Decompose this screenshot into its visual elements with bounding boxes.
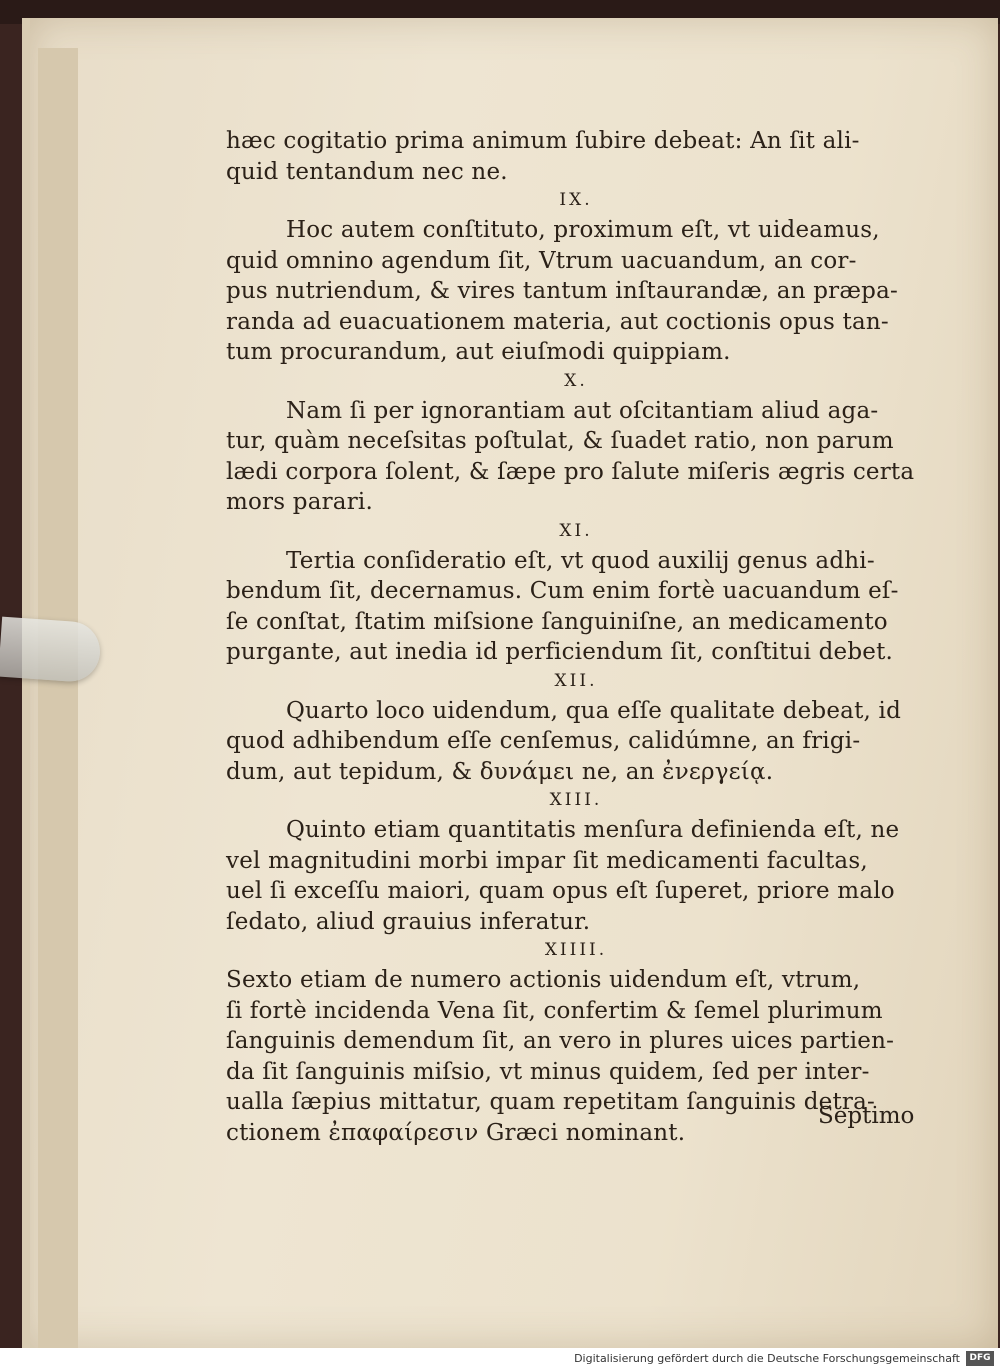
text-line: ſe conſtat, ſtatim miſsione ſanguiniſne, an medicamento (226, 608, 888, 635)
text-line: lædi corpora ſolent, & ſæpe pro ſalute miſeris ægris certa (226, 458, 915, 485)
text-line: vel magnitudini morbi impar ſit medicamenti facultas, (226, 847, 868, 874)
text-line: da ſit ſanguinis miſsio, vt minus quidem, ſed per inter- (226, 1058, 870, 1085)
section-number: XII. (554, 670, 598, 691)
text-line: mors parari. (226, 489, 373, 515)
footer-bar (0, 1348, 1000, 1370)
text-line: quid tentandum nec ne. (226, 158, 508, 185)
bookmark-ribbon (0, 617, 102, 684)
section-number: XIIII. (544, 940, 608, 960)
text-line: bendum ſit, decernamus. Cum enim fortè uacuandum eſ- (226, 578, 899, 604)
text-line: Nam ſi per ignorantiam aut oſcitantiam aliud aga- (286, 397, 879, 424)
section-number: XI. (559, 520, 593, 541)
text-line: ſi fortè incidenda Vena ſit, confertim & ſemel plurimum (226, 997, 883, 1024)
text-line: dum, aut tepidum, & δυνάμει ne, an ἐνεργείᾳ. (226, 758, 774, 785)
text-line: ſanguinis demendum ſit, an vero in plures uices partien- (226, 1028, 895, 1054)
funding-credit: Digitalisierung gefördert durch die Deutsche Forschungsgemeinschaft (574, 1352, 960, 1365)
section-number: X. (564, 370, 588, 391)
text-line: Quarto loco uidendum, qua eſſe qualitate debeat, id (286, 697, 902, 724)
text-line: quod adhibendum eſſe cenſemus, calidúmne, an frigi- (226, 728, 861, 754)
page-edge (38, 48, 78, 1348)
text-line: randa ad euacuationem materia, aut coctionis opus tan- (226, 308, 889, 335)
text-line: purgante, aut inedia id perficiendum ſit, conſtitui debet. (226, 639, 894, 665)
text-line: hæc cogitatio prima animum ſubire debeat: An ſit ali- (226, 128, 860, 154)
page-text (226, 126, 926, 1148)
text-line: quid omnino agendum ſit, Vtrum uacuandum, an cor- (226, 247, 857, 274)
text-line: uel ſi exceſſu maiori, quam opus eſt ſuperet, priore malo (226, 878, 895, 904)
section-number: IX. (559, 190, 593, 210)
dfg-logo-icon: DFG (966, 1351, 994, 1366)
text-line: Tertia conſideratio eſt, vt quod auxilij genus adhi- (286, 547, 875, 574)
text-line: Sexto etiam de numero actionis uidendum eſt, vtrum, (226, 967, 861, 993)
section-number: XIII. (549, 790, 603, 810)
text-line: ſedato, aliud grauius inferatur. (226, 908, 591, 935)
text-line: Hoc autem conſtituto, proximum eſt, vt uideamus, (286, 217, 880, 243)
text-line: Quinto etiam quantitatis menſura definienda eſt, ne (286, 817, 900, 843)
catchword: Septimo (818, 1103, 915, 1129)
text-line: tur, quàm neceſsitas poſtulat, & ſuadet ratio, non parum (226, 428, 894, 454)
text-line: ualla ſæpius mittatur, quam repetitam ſanguinis detra- (226, 1089, 875, 1115)
text-line: ctionem ἐπαφαίρεσιν Græci nominant. (226, 1119, 686, 1146)
text-line: pus nutriendum, & vires tantum inſtaurandæ, an præpa- (226, 278, 898, 304)
text-line: tum procurandum, aut eiuſmodi quippiam. (226, 339, 731, 365)
